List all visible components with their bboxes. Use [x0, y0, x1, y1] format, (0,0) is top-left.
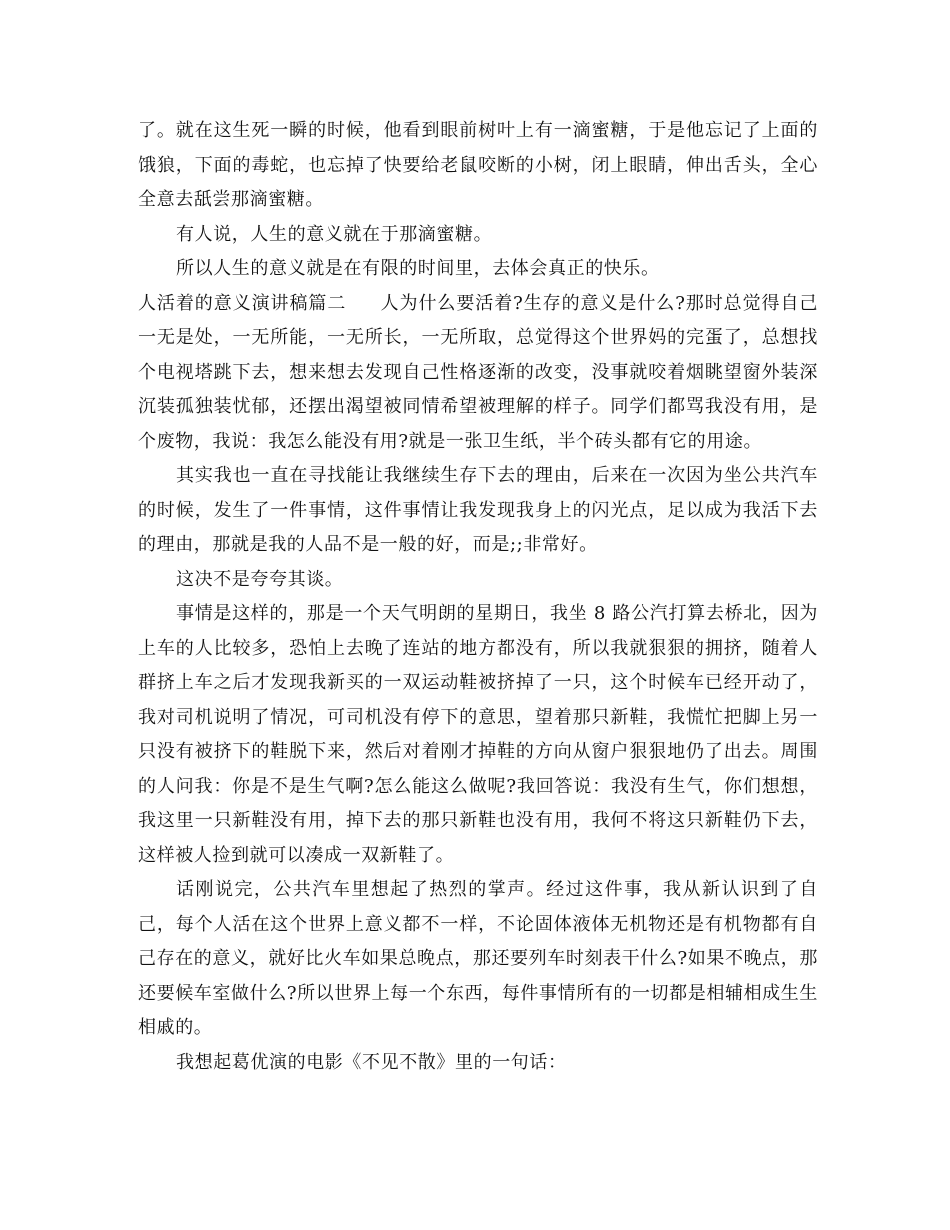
paragraph: 了。就在这生死一瞬的时候，他看到眼前树叶上有一滴蜜糖，于是他忘记了上面的饿狼，下面的毒蛇，也忘掉了快要给老鼠咬断的小树，闭上眼睛，伸出舌头，全心全意去舐尝那滴蜜糖。: [138, 120, 818, 210]
paragraph: 这决不是夸夸其谈。: [176, 568, 344, 590]
section-heading: 人活着的意义演讲稿篇二: [138, 292, 347, 314]
paragraph: 所以人生的意义就是在有限的时间里，去体会真正的快乐。: [176, 258, 660, 279]
document-body: [138, 114, 818, 1080]
paragraph: 有人说，人生的意义就在于那滴蜜糖。: [176, 223, 493, 245]
section-paragraph: [138, 287, 818, 460]
paragraph: 话刚说完，公共汽车里想起了热烈的掌声。经过这件事，我从新认识到了自己，每个人活在这个世界上意义都不一样，不论固体液体无机物还是有机物都有自己存在的意义，就好比火车如果总晚点，那还要列车时刻表干什么?如果不晚点，那还要候车室做什么?所以世界上每一个东西，每件事情所有的一切都是相辅相成生生相戚的。: [138, 879, 818, 1038]
paragraph: 其实我也一直在寻找能让我继续生存下去的理由，后来在一次因为坐公共汽车的时候，发生了一件事情，这件事情让我发现我身上的闪光点，足以成为我活下去的理由，那就是我的人品不是一般的好，而是;;非常好。: [138, 465, 818, 555]
paragraph: 事情是这样的，那是一个天气明朗的星期日，我坐 8 路公汽打算去桥北，因为上车的人比较多，恐怕上去晚了连站的地方都没有，所以我就狠狠的拥挤，随着人群挤上车之后才发现我新买的一双运动鞋被挤掉了一只，这个时候车已经开动了，我对司机说明了情况，可司机没有停下的意思，望着那只新鞋，我慌忙把脚上另一只没有被挤下的鞋脱下来，然后对着刚才掉鞋的方向从窗户狠狠地仍了出去。周围的人问我：你是不是生气啊?怎么能这么做呢?我回答说：我没有生气，你们想想，我这里一只新鞋没有用，掉下去的那只新鞋也没有用，我何不将这只新鞋仍下去，这样被人捡到就可以凑成一双新鞋了。: [138, 603, 818, 866]
section-first-paragraph: 人为什么要活着?生存的意义是什么?那时总觉得自己一无是处，一无所能，一无所长，一无所取，总觉得这个世界妈的完蛋了，总想找个电视塔跳下去，想来想去发现自己性格逐渐的改变，没事就咬着烟眺望窗外装深沉装孤独装忧郁，还摆出渴望被同情希望被理解的样子。同学们都骂我没有用，是个废物，我说：我怎么能没有用?就是一张卫生纸，半个砖头都有它的用途。: [138, 292, 818, 452]
paragraph: 我想起葛优演的电影《不见不散》里的一句话：: [176, 1051, 567, 1073]
